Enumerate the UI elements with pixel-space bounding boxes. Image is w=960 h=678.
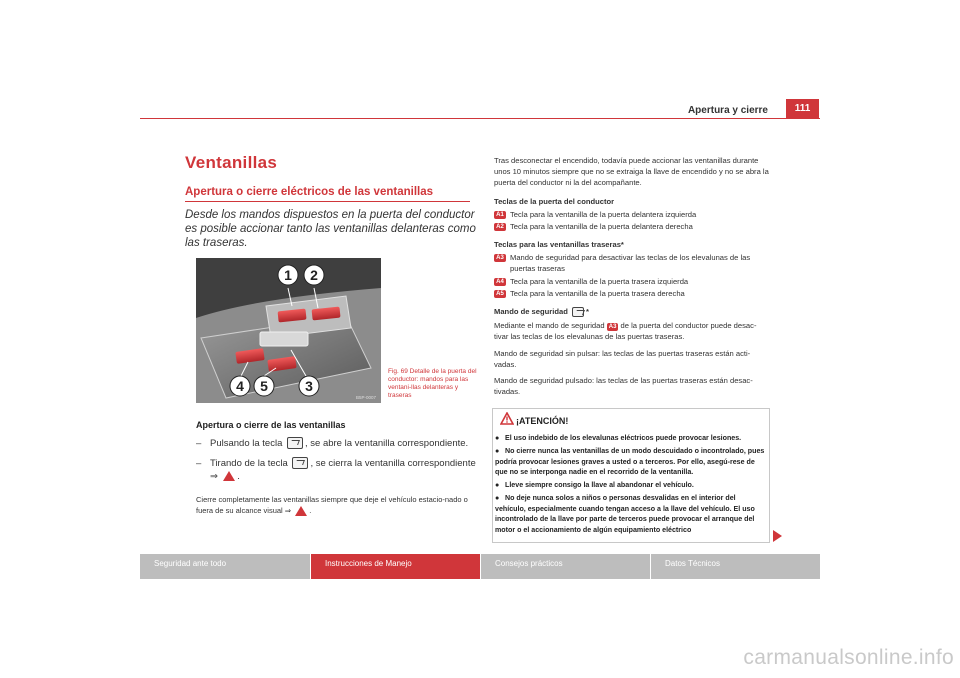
operation-item-open: – Pulsando la tecla , se abre la ventanilla correspondiente. (196, 438, 469, 449)
watermark: carmanualsonline.info (743, 646, 954, 669)
operation-item-close: – Tirando de la tecla , se cierra la ventanilla correspondiente ⇒ . (196, 458, 476, 482)
callout-3 (299, 376, 319, 396)
callout-1-label: 1 (284, 267, 292, 283)
continue-arrow-icon (773, 530, 782, 542)
warning-triangle-icon (223, 471, 235, 481)
page-number: 111 (786, 99, 819, 119)
item-open-pre: Pulsando la tecla (210, 438, 283, 449)
safety-paragraph-3: Mando de seguridad pulsado: las teclas de las puertas traseras están desac-tivadas. (494, 376, 753, 396)
callout-5-label: 5 (260, 378, 268, 394)
warning-box-icon (500, 412, 514, 425)
subsection-rule (185, 201, 470, 202)
callout-1 (278, 265, 298, 285)
item-A1-text: Tecla para la ventanilla de la puerta delantera izquierda (510, 210, 697, 219)
running-header-title: Apertura y cierre (687, 105, 768, 116)
warning-bullet-4: ● No deje nunca solos a niños o personas desvalidas en el interior del vehículo, especialmente cuando tengan acceso a la llave del vehículo. El uso incontrolado de la llave por parte de terceros puede provocar el arranque del motor o el accionamiento de algún equipamiento eléctrico (495, 494, 755, 534)
footer-tab-instrucciones[interactable]: Instrucciones de Manejo (311, 554, 480, 579)
intro-text: Desde los mandos dispuestos en la puerta del conductor es posible accionar tanto las ventanillas delanteras como las traseras. (185, 209, 476, 249)
warning-bullet-1: ● El uso indebido de los elevalunas eléctricos puede provocar lesiones. (495, 434, 742, 442)
item-A2-text: Tecla para la ventanilla de la puerta delantera derecha (510, 222, 693, 231)
safety-paragraph-1: Mediante el mando de seguridad A3 de la puerta del conductor puede desac-tivar las teclas de los elevalunas de las puertas traseras. (494, 321, 757, 341)
figure-code: B5P-0007 (356, 395, 377, 400)
warning-title: ¡ATENCIÓN! (516, 416, 569, 426)
badge-A5: A5 (494, 290, 506, 298)
driver-keys-heading: Teclas de la puerta del conductor (494, 197, 615, 206)
item-open-post: , se abre la ventanilla correspondiente. (305, 438, 469, 449)
rear-keys-heading: Teclas para las ventanillas traseras* (494, 240, 624, 249)
callout-3-label: 3 (305, 378, 313, 394)
inline-badge-A3: A3 (608, 324, 617, 330)
badge-A4: A4 (494, 278, 506, 286)
safety-heading (494, 306, 589, 317)
warning-bullet-2: ● No cierre nunca las ventanillas de un modo descuidado o incontrolado, pues podría provocar lesiones graves a usted o a terceros. Por ello, asegú-rese de que no se interponga nadie en el recorrido de la ventanilla. (495, 447, 765, 476)
note-text: Cierre completamente las ventanillas siempre que deje el vehículo estacio-nado o fuera de su alcance visual ⇒ (196, 495, 468, 515)
callout-2 (304, 265, 324, 285)
section-title: Ventanillas (185, 153, 278, 172)
safety-paragraph-2: Mando de seguridad sin pulsar: las teclas de las puertas traseras están acti-vadas. (494, 349, 751, 369)
callout-2-label: 2 (310, 267, 318, 283)
item-close-pre: Tirando de la tecla (210, 458, 288, 469)
badge-A3: A3 (494, 254, 506, 262)
warning-bullet-3: ● Lleve siempre consigo la llave al abandonar el vehículo. (495, 481, 694, 489)
badge-A2: A2 (494, 223, 506, 231)
safety-heading-text: Mando de seguridad (494, 307, 568, 316)
safety-switch-A3 (260, 332, 308, 346)
footer-tab-consejos[interactable]: Consejos prácticos (495, 559, 563, 568)
header-rule (140, 118, 820, 119)
window-controls-figure (196, 258, 381, 403)
subsection-title: Apertura o cierre eléctricos de las ventanillas (185, 186, 434, 198)
window-key-icon (292, 457, 308, 469)
callout-5 (254, 376, 274, 396)
ignition-paragraph: Tras desconectar el encendido, todavía puede accionar las ventanillas durante unos 10 minutos siempre que no se extraiga la llave de encendido y no se abra la puerta del conductor ni la del acompañante. (494, 156, 769, 187)
safety-key-icon (572, 307, 584, 317)
item-A3-text: Mando de seguridad para desactivar las teclas de los elevalunas de las puertas traseras (510, 253, 751, 273)
footer-tab-seguridad[interactable]: Seguridad ante todo (154, 559, 227, 568)
window-key-icon (287, 437, 303, 449)
warning-triangle-icon (295, 506, 307, 516)
callout-4-label: 4 (236, 378, 244, 394)
item-close-ref: ⇒ (210, 471, 218, 482)
item-close-post: , se cierra la ventanilla correspondiente (310, 458, 476, 469)
item-A4-text: Tecla para la ventanilla de la puerta trasera izquierda (510, 277, 689, 286)
operation-note: Cierre completamente las ventanillas siempre que deje el vehículo estacio-nado o fuera de su alcance visual ⇒ . (196, 495, 468, 515)
door-panel-illustration (196, 258, 381, 403)
safety-star: * (585, 307, 589, 316)
operation-heading: Apertura o cierre de las ventanillas (196, 420, 346, 430)
callout-4 (230, 376, 250, 396)
badge-A1: A1 (494, 211, 506, 219)
item-A5-text: Tecla para la ventanilla de la puerta trasera derecha (510, 289, 685, 298)
figure-caption: Fig. 69 Detalle de la puerta del conductor: mandos para las ventani-llas delanteras y traseras (388, 368, 477, 399)
footer-tab-datos[interactable]: Datos Técnicos (665, 559, 720, 568)
